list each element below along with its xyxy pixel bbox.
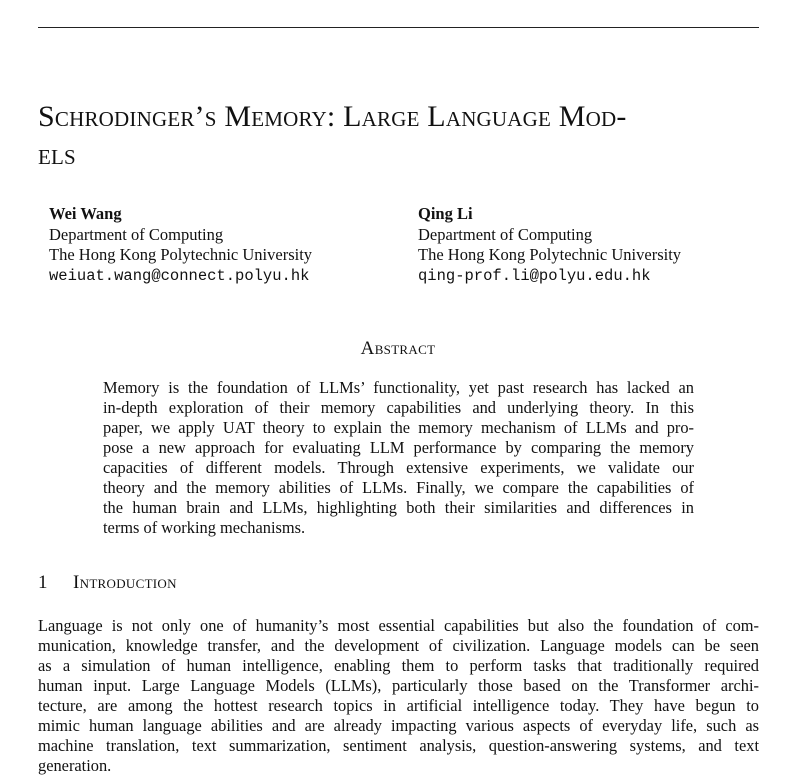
title-line-1: Schrodinger’s Memory: Large Language Mod- — [38, 100, 627, 133]
paragraph-line: generation. — [38, 756, 112, 775]
paragraph-line: machine translation, text summarization, sentiment analysis, question-answering systems, and text — [38, 736, 759, 755]
section-heading-introduction — [38, 572, 177, 594]
abstract-line: paper, we apply UAT theory to explain the memory mechanism of LLMs and pro- — [103, 418, 694, 437]
author-institution: The Hong Kong Polytechnic University — [418, 245, 682, 264]
author-email[interactable]: weiuat.wang@connect.polyu.hk — [49, 266, 310, 285]
abstract-line: in-depth exploration of their memory capabilities and underlying theory. In this — [103, 398, 694, 417]
author-department: Department of Computing — [418, 224, 593, 244]
abstract-line: Memory is the foundation of LLMs’ functionality, yet past research has lacked an — [103, 378, 694, 397]
author-name: Wei Wang — [49, 204, 122, 223]
author-institution: The Hong Kong Polytechnic University — [49, 245, 313, 264]
author-block-wei-wang — [49, 204, 312, 286]
paragraph-line: as a simulation of human intelligence, enabling them to perform tasks that traditionally required — [38, 656, 759, 675]
abstract-heading: Abstract — [360, 338, 436, 359]
abstract-line: terms of working mechanisms. — [103, 518, 306, 537]
author-name: Qing Li — [418, 204, 473, 223]
abstract-line: theory and the memory abilities of LLMs. Finally, we compare the capabilities of — [103, 478, 694, 497]
title-line-2: els — [38, 138, 76, 171]
abstract-line: the human brain and LLMs, highlighting both their similarities and differences in — [103, 498, 694, 517]
abstract-line: capacities of different models. Through extensive experiments, we validate our — [103, 458, 694, 477]
introduction-paragraph — [38, 616, 759, 776]
paragraph-line: munication, knowledge transfer, and the development of civilization. Language models can be seen — [38, 636, 759, 655]
author-department: Department of Computing — [49, 224, 224, 244]
abstract-line: pose a new approach for evaluating LLM performance by comparing the memory — [103, 438, 694, 457]
abstract-body — [103, 378, 694, 538]
section-title: Introduction — [73, 572, 177, 593]
top-rule — [38, 27, 759, 28]
paragraph-line: Language is not only one of humanity’s most essential capabilities but also the foundation of com- — [38, 616, 759, 635]
paragraph-line: tecture, are among the hottest research topics in artificial intelligence today. They have begun to — [38, 696, 759, 715]
author-email[interactable]: qing-prof.li@polyu.edu.hk — [418, 266, 651, 285]
paragraph-line: mimic human language abilities and are already impacting various aspects of everyday life, such as — [38, 716, 759, 735]
section-number: 1 — [38, 572, 48, 593]
paragraph-line: human input. Large Language Models (LLMs), particularly those based on the Transformer archi- — [38, 676, 759, 695]
paper-title — [38, 98, 768, 174]
author-block-qing-li — [418, 204, 681, 286]
